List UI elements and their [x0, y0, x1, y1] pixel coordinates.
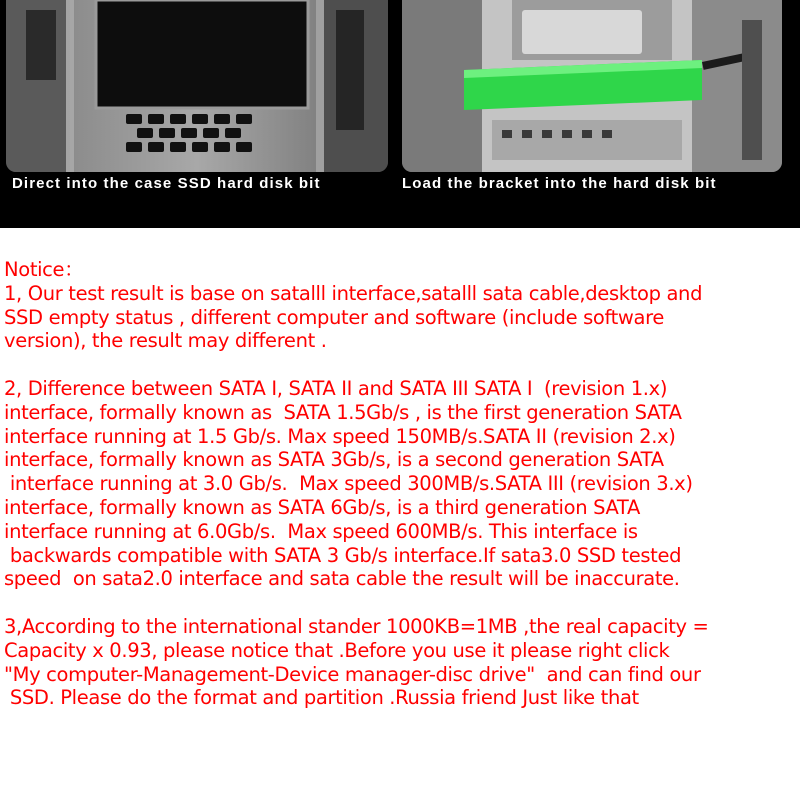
case-bay-photo	[6, 0, 388, 172]
point2-line: 2, Difference between SATA I, SATA II and SATA III SATA I (revision 1.x)	[4, 376, 668, 400]
bracket-bay-illustration	[402, 0, 782, 172]
point1-line: SSD empty status , different computer and software (include software	[4, 305, 665, 329]
paragraph-gap	[4, 591, 796, 615]
point2-line: interface, formally known as SATA 1.5Gb/s , is the first generation SATA	[4, 400, 682, 424]
point2-line: interface running at 3.0 Gb/s. Max speed 300MB/s.SATA III (revision 3.x)	[4, 472, 693, 496]
point1-line: 1, Our test result is base on satalll interface,satalll sata cable,desktop and	[4, 281, 703, 305]
point2-line: speed on sata2.0 interface and sata cable the result will be inaccurate.	[4, 567, 680, 591]
notice-text-block	[4, 258, 796, 710]
point2-line: interface, formally known as SATA 6Gb/s, is a third generation SATA	[4, 495, 640, 519]
case-bay-illustration	[6, 0, 388, 172]
point1-line: version), the result may different .	[4, 329, 327, 353]
point2-line: interface running at 6.0Gb/s. Max speed 600MB/s. This interface is	[4, 519, 638, 543]
point3-line: SSD. Please do the format and partition .Russia friend Just like that	[4, 686, 639, 710]
photo-banner	[0, 0, 800, 228]
right-photo-caption: Load the bracket into the hard disk bit	[402, 175, 717, 192]
notice-title: Notice：	[4, 258, 84, 281]
point2-line: backwards compatible with SATA 3 Gb/s interface.If sata3.0 SSD tested	[4, 543, 682, 567]
left-photo-caption: Direct into the case SSD hard disk bit	[12, 175, 321, 192]
point2-line: interface, formally known as SATA 3Gb/s, is a second generation SATA	[4, 448, 664, 472]
point3-line: 3,According to the international stander 1000KB=1MB ,the real capacity =	[4, 614, 709, 638]
bracket-bay-photo	[402, 0, 782, 172]
point3-line: "My computer-Management-Device manager-disc drive" and can find our	[4, 662, 701, 686]
point3-line: Capacity x 0.93, please notice that .Before you use it please right click	[4, 638, 670, 662]
paragraph-gap	[4, 353, 796, 377]
point2-line: interface running at 1.5 Gb/s. Max speed 150MB/s.SATA II (revision 2.x)	[4, 424, 676, 448]
